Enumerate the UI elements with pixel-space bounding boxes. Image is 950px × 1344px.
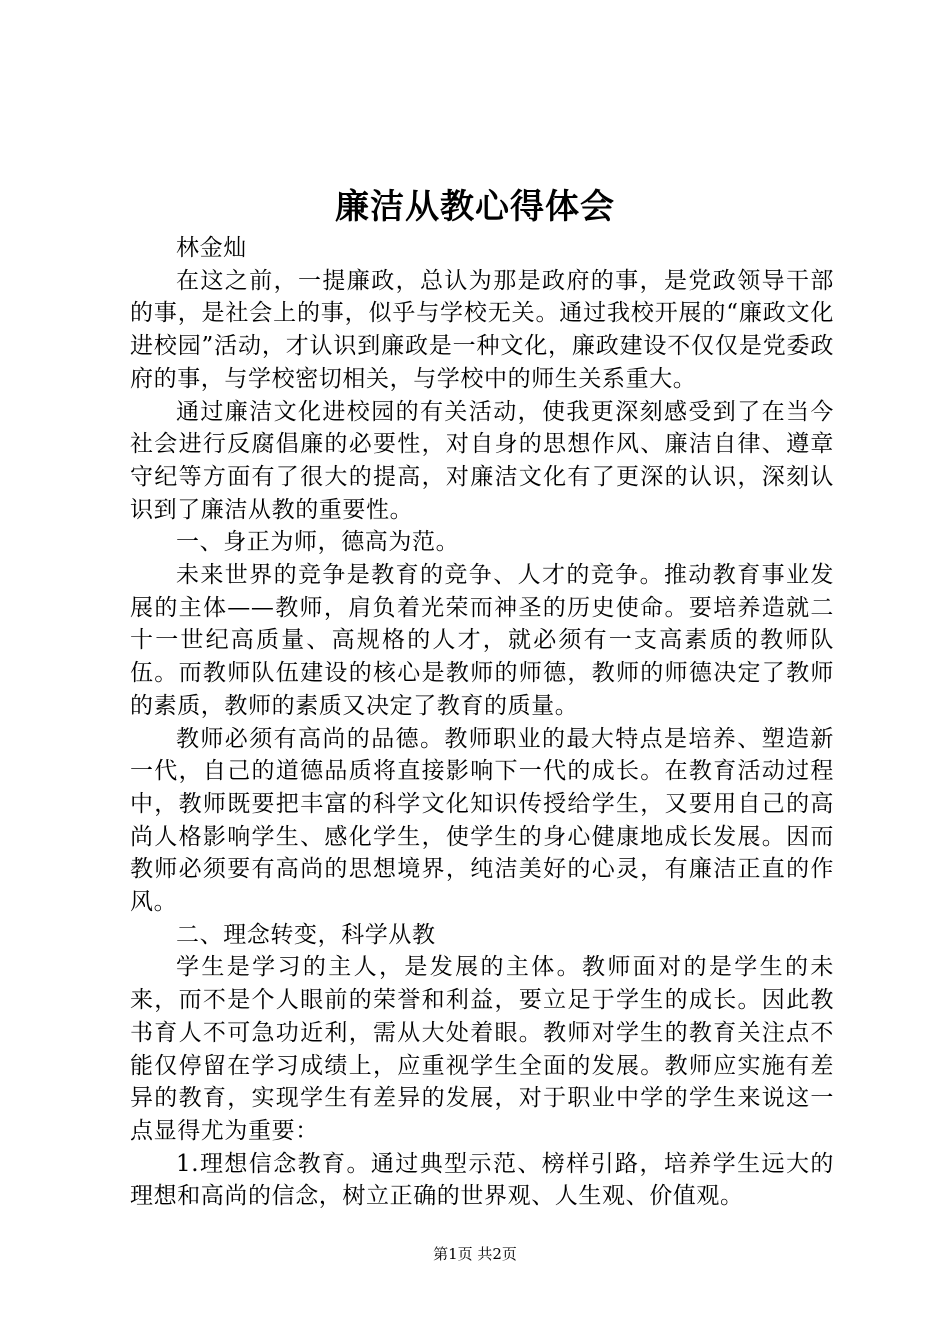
- paragraph-student-focus: 学生是学习的主人，是发展的主体。教师面对的是学生的未来，而不是个人眼前的荣誉和利益，要立足于学生的成长。因此教书育人不可急功近利，需从大处着眼。教师对学生的教育关注点不能仅停留在学习成绩上，应重视学生全面的发展。教师应实施有差异的教育，实现学生有差异的发展，对于职业中学的学生来说这一点显得尤为重要：: [130, 954, 834, 1144]
- author-line: 林金灿: [176, 235, 247, 261]
- paragraph-morality: 教师必须有高尚的品德。教师职业的最大特点是培养、塑造新一代，自己的道德品质将直接影响下一代的成长。在教育活动过程中，教师既要把丰富的科学文化知识传授给学生，又要用自己的高尚人格影响学生、感化学生，使学生的身心健康地成长发展。因而教师必须要有高尚的思想境界，纯洁美好的心灵，有廉洁正直的作风。: [130, 725, 834, 916]
- document-title: 廉洁从教心得体会: [335, 187, 615, 227]
- section-heading-1: 一、身正为师，德高为范。: [176, 529, 460, 556]
- document-body: [130, 232, 834, 1213]
- list-item-1: 1.理想信念教育。通过典型示范、榜样引路，培养学生远大的理想和高尚的信念，树立正确的世界观、人生观、价值观。: [130, 1150, 834, 1210]
- paragraph-competition: 未来世界的竞争是教育的竞争、人才的竞争。推动教育事业发展的主体——教师，肩负着光荣而神圣的历史使命。要培养造就二十一世纪高质量、高规格的人才，就必须有一支高素质的教师队伍。而教师队伍建设的核心是教师的师德，教师的师德决定了教师的素质，教师的素质又决定了教育的质量。: [130, 562, 834, 719]
- paragraph-reflection: 通过廉洁文化进校园的有关活动，使我更深刻感受到了在当今社会进行反腐倡廉的必要性，对自身的思想作风、廉洁自律、遵章守纪等方面有了很大的提高，对廉洁文化有了更深的认识，深刻认识到了廉洁从教的重要性。: [130, 398, 834, 523]
- paragraph-intro: 在这之前，一提廉政，总认为那是政府的事，是党政领导干部的事，是社会上的事，似乎与学校无关。通过我校开展的“廉政文化进校园”活动，才认识到廉政是一种文化，廉政建设不仅仅是党委政府的事，与学校密切相关，与学校中的师生关系重大。: [130, 267, 834, 392]
- page-number: 第1页 共2页: [433, 1245, 517, 1263]
- section-heading-2: 二、理念转变，科学从教: [176, 921, 436, 948]
